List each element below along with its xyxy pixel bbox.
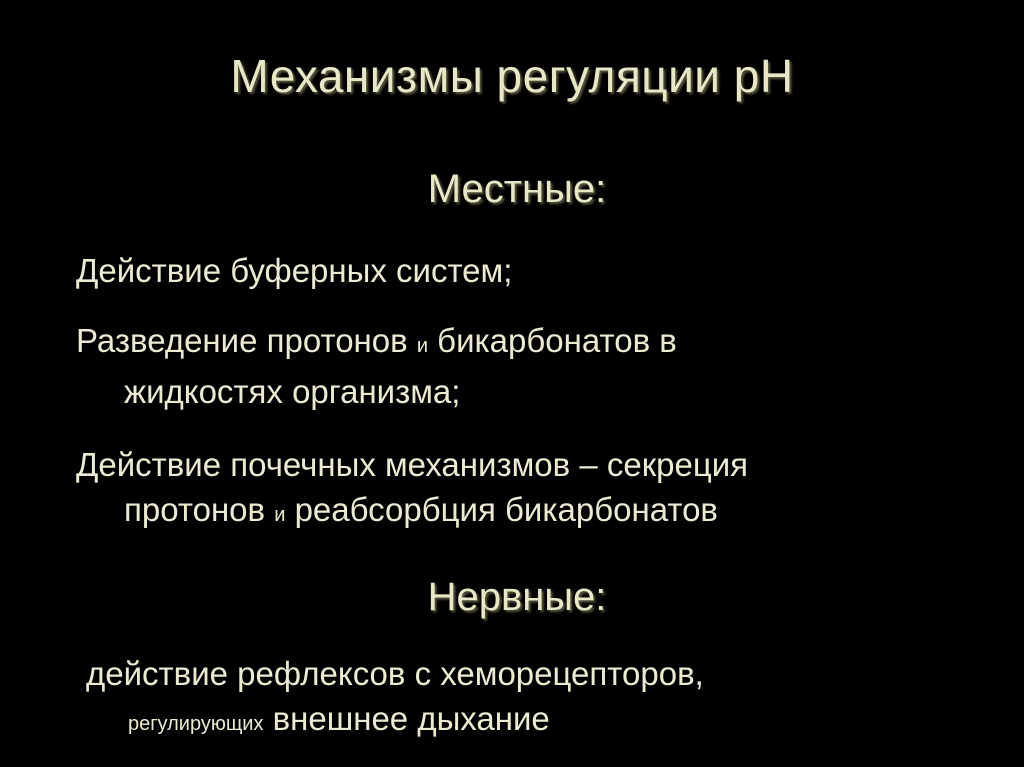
item-text-line2: жидкостях организма;: [124, 373, 461, 410]
item-text: протонов: [124, 491, 275, 528]
item-small-text: регулирующих: [128, 713, 264, 735]
item-conjunction: и: [274, 504, 286, 526]
list-item-dilution: [76, 318, 677, 414]
section-heading-nervous: Нервные:: [427, 575, 607, 619]
slide-title: Механизмы регуляции рН: [230, 50, 794, 102]
item-text-line2: [76, 487, 748, 538]
list-item-renal-mechanisms: [76, 442, 748, 538]
item-text-line2: [86, 696, 704, 747]
list-item-buffer-systems: [76, 248, 512, 293]
item-text: Действие буферных систем;: [76, 252, 513, 289]
item-text: реабсорбция бикарбонатов: [285, 491, 718, 528]
section-heading-local: Местные:: [427, 167, 607, 211]
list-item-reflexes: [86, 651, 704, 747]
item-text: действие рефлексов с хеморецепторов,: [86, 655, 704, 692]
item-conjunction: и: [416, 335, 428, 357]
item-text: внешнее дыхание: [263, 700, 550, 737]
item-text: бикарбонатов в: [428, 322, 677, 359]
item-text: Действие почечных механизмов – секреция: [76, 446, 749, 483]
item-text: Разведение протонов: [76, 322, 417, 359]
